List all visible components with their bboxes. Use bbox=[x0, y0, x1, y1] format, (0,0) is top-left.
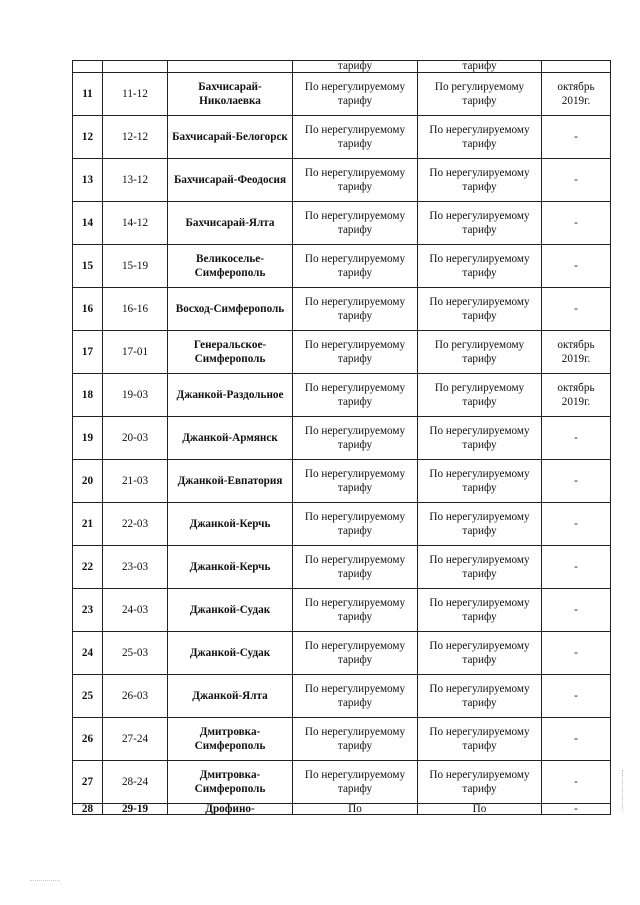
cell-route: Бахчисарай-Феодосия bbox=[168, 159, 293, 202]
cell-number: 22 bbox=[73, 546, 103, 589]
cell-code: 21-03 bbox=[103, 460, 168, 503]
cell-current-tariff: По нерегулируемому тарифу bbox=[293, 718, 418, 761]
cell-date: - bbox=[542, 546, 611, 589]
table-row bbox=[73, 546, 611, 589]
cell-code: 12-12 bbox=[103, 116, 168, 159]
cell-date: октябрь 2019г. bbox=[542, 374, 611, 417]
cell-code: 17-01 bbox=[103, 331, 168, 374]
cell-code: 13-12 bbox=[103, 159, 168, 202]
cell-current-tariff: По bbox=[293, 804, 418, 815]
cell-code: 16-16 bbox=[103, 288, 168, 331]
cell-code: 27-24 bbox=[103, 718, 168, 761]
cell-current-tariff: По нерегулируемому тарифу bbox=[293, 761, 418, 804]
cell-route: Бахчисарай-Николаевка bbox=[168, 73, 293, 116]
cell-number: 14 bbox=[73, 202, 103, 245]
cell-date: - bbox=[542, 761, 611, 804]
cell-route: Бахчисарай-Ялта bbox=[168, 202, 293, 245]
scan-speckle bbox=[622, 770, 627, 810]
cell-number: 28 bbox=[73, 804, 103, 815]
table-row bbox=[73, 331, 611, 374]
table-row-continued bbox=[73, 61, 611, 73]
cell-planned-tariff: По регулируемому тарифу bbox=[418, 73, 542, 116]
cell-current-tariff: По нерегулируемому тарифу bbox=[293, 546, 418, 589]
cell-number: 17 bbox=[73, 331, 103, 374]
cell-date: - bbox=[542, 116, 611, 159]
cell-number: 24 bbox=[73, 632, 103, 675]
cell-current-tariff: По нерегулируемому тарифу bbox=[293, 202, 418, 245]
cell-planned-tariff: По нерегулируемому тарифу bbox=[418, 202, 542, 245]
cell-current-tariff: По нерегулируемому тарифу bbox=[293, 331, 418, 374]
cell-current-tariff: По нерегулируемому тарифу bbox=[293, 73, 418, 116]
cell-current-tariff: По нерегулируемому тарифу bbox=[293, 245, 418, 288]
cell-code: 26-03 bbox=[103, 675, 168, 718]
cell-date: октябрь 2019г. bbox=[542, 73, 611, 116]
cell-date: - bbox=[542, 202, 611, 245]
cell-planned-tariff: По нерегулируемому тарифу bbox=[418, 546, 542, 589]
table-row bbox=[73, 159, 611, 202]
table-row bbox=[73, 417, 611, 460]
cell-code: 11-12 bbox=[103, 73, 168, 116]
cell-current-tariff: По нерегулируемому тарифу bbox=[293, 116, 418, 159]
cell-code: 14-12 bbox=[103, 202, 168, 245]
cell-planned-tariff: По нерегулируемому тарифу bbox=[418, 632, 542, 675]
cell-date: - bbox=[542, 589, 611, 632]
cell-number: 27 bbox=[73, 761, 103, 804]
table-row bbox=[73, 202, 611, 245]
cell-planned-tariff: По нерегулируемому тарифу bbox=[418, 589, 542, 632]
cell-route: Генеральское-Симферополь bbox=[168, 331, 293, 374]
cell-number: 11 bbox=[73, 73, 103, 116]
cell-date: - bbox=[542, 718, 611, 761]
cell-date: - bbox=[542, 159, 611, 202]
table-row bbox=[73, 116, 611, 159]
cell-date: октябрь 2019г. bbox=[542, 331, 611, 374]
cell-planned-tariff: По нерегулируемому тарифу bbox=[418, 718, 542, 761]
cell-current-tariff: По нерегулируемому тарифу bbox=[293, 288, 418, 331]
cell-code: 24-03 bbox=[103, 589, 168, 632]
cell-current-tariff: По нерегулируемому тарифу bbox=[293, 503, 418, 546]
table-row bbox=[73, 632, 611, 675]
cell-route: Джанкой-Армянск bbox=[168, 417, 293, 460]
cell-route: Джанкой-Керчь bbox=[168, 546, 293, 589]
cell-code: 29-19 bbox=[103, 804, 168, 815]
cell-planned-tariff: По нерегулируемому тарифу bbox=[418, 460, 542, 503]
cell-route: Джанкой-Судак bbox=[168, 632, 293, 675]
cell-number: 26 bbox=[73, 718, 103, 761]
cell-route: Джанкой-Евпатория bbox=[168, 460, 293, 503]
cell-date: - bbox=[542, 503, 611, 546]
cell-code: 25-03 bbox=[103, 632, 168, 675]
table-row-cut bbox=[73, 804, 611, 815]
scan-speckle bbox=[30, 880, 60, 883]
cell-planned-tariff: По нерегулируемому тарифу bbox=[418, 761, 542, 804]
cell-number: 16 bbox=[73, 288, 103, 331]
cell-route: Великоселье-Симферополь bbox=[168, 245, 293, 288]
cell-current-tariff: По нерегулируемому тарифу bbox=[293, 159, 418, 202]
table-row bbox=[73, 761, 611, 804]
cell-current-tariff: тарифу bbox=[293, 61, 418, 73]
table-row bbox=[73, 460, 611, 503]
cell-route: Джанкой-Ялта bbox=[168, 675, 293, 718]
cell-date: - bbox=[542, 675, 611, 718]
table-row bbox=[73, 675, 611, 718]
cell-route: Дмитровка-Симферополь bbox=[168, 718, 293, 761]
table-row bbox=[73, 589, 611, 632]
cell-date bbox=[542, 61, 611, 73]
cell-planned-tariff: По нерегулируемому тарифу bbox=[418, 417, 542, 460]
cell-planned-tariff: По нерегулируемому тарифу bbox=[418, 245, 542, 288]
table-row bbox=[73, 245, 611, 288]
cell-planned-tariff: тарифу bbox=[418, 61, 542, 73]
cell-route: Джанкой-Раздольное bbox=[168, 374, 293, 417]
cell-date: - bbox=[542, 804, 611, 815]
cell-planned-tariff: По нерегулируемому тарифу bbox=[418, 116, 542, 159]
cell-planned-tariff: По нерегулируемому тарифу bbox=[418, 288, 542, 331]
cell-code: 20-03 bbox=[103, 417, 168, 460]
cell-date: - bbox=[542, 417, 611, 460]
cell-number: 18 bbox=[73, 374, 103, 417]
table-row bbox=[73, 73, 611, 116]
cell-date: - bbox=[542, 245, 611, 288]
table-row bbox=[73, 374, 611, 417]
routes-table bbox=[72, 60, 611, 815]
cell-number: 20 bbox=[73, 460, 103, 503]
cell-date: - bbox=[542, 632, 611, 675]
cell-date: - bbox=[542, 460, 611, 503]
cell-route: Восход-Симферополь bbox=[168, 288, 293, 331]
cell-code: 19-03 bbox=[103, 374, 168, 417]
cell-number: 15 bbox=[73, 245, 103, 288]
cell-current-tariff: По нерегулируемому тарифу bbox=[293, 374, 418, 417]
cell-planned-tariff: По регулируемому тарифу bbox=[418, 331, 542, 374]
cell-code: 22-03 bbox=[103, 503, 168, 546]
cell-route: Дрофино- bbox=[168, 804, 293, 815]
cell-date: - bbox=[542, 288, 611, 331]
cell-number: 25 bbox=[73, 675, 103, 718]
cell-route: Джанкой-Судак bbox=[168, 589, 293, 632]
cell-planned-tariff: По нерегулируемому тарифу bbox=[418, 503, 542, 546]
cell-code: 15-19 bbox=[103, 245, 168, 288]
cell-planned-tariff: По bbox=[418, 804, 542, 815]
cell-code bbox=[103, 61, 168, 73]
cell-current-tariff: По нерегулируемому тарифу bbox=[293, 417, 418, 460]
cell-code: 28-24 bbox=[103, 761, 168, 804]
cell-number: 23 bbox=[73, 589, 103, 632]
cell-code: 23-03 bbox=[103, 546, 168, 589]
cell-route bbox=[168, 61, 293, 73]
cell-planned-tariff: По нерегулируемому тарифу bbox=[418, 675, 542, 718]
cell-number: 13 bbox=[73, 159, 103, 202]
cell-route: Дмитровка-Симферополь bbox=[168, 761, 293, 804]
cell-number: 12 bbox=[73, 116, 103, 159]
cell-number bbox=[73, 61, 103, 73]
cell-route: Джанкой-Керчь bbox=[168, 503, 293, 546]
cell-number: 19 bbox=[73, 417, 103, 460]
cell-current-tariff: По нерегулируемому тарифу bbox=[293, 675, 418, 718]
cell-planned-tariff: По нерегулируемому тарифу bbox=[418, 159, 542, 202]
cell-current-tariff: По нерегулируемому тарифу bbox=[293, 632, 418, 675]
table-row bbox=[73, 288, 611, 331]
cell-route: Бахчисарай-Белогорск bbox=[168, 116, 293, 159]
cell-planned-tariff: По регулируемому тарифу bbox=[418, 374, 542, 417]
cell-current-tariff: По нерегулируемому тарифу bbox=[293, 589, 418, 632]
cell-current-tariff: По нерегулируемому тарифу bbox=[293, 460, 418, 503]
cell-number: 21 bbox=[73, 503, 103, 546]
routes-table-body bbox=[73, 61, 611, 815]
table-row bbox=[73, 503, 611, 546]
table-row bbox=[73, 718, 611, 761]
